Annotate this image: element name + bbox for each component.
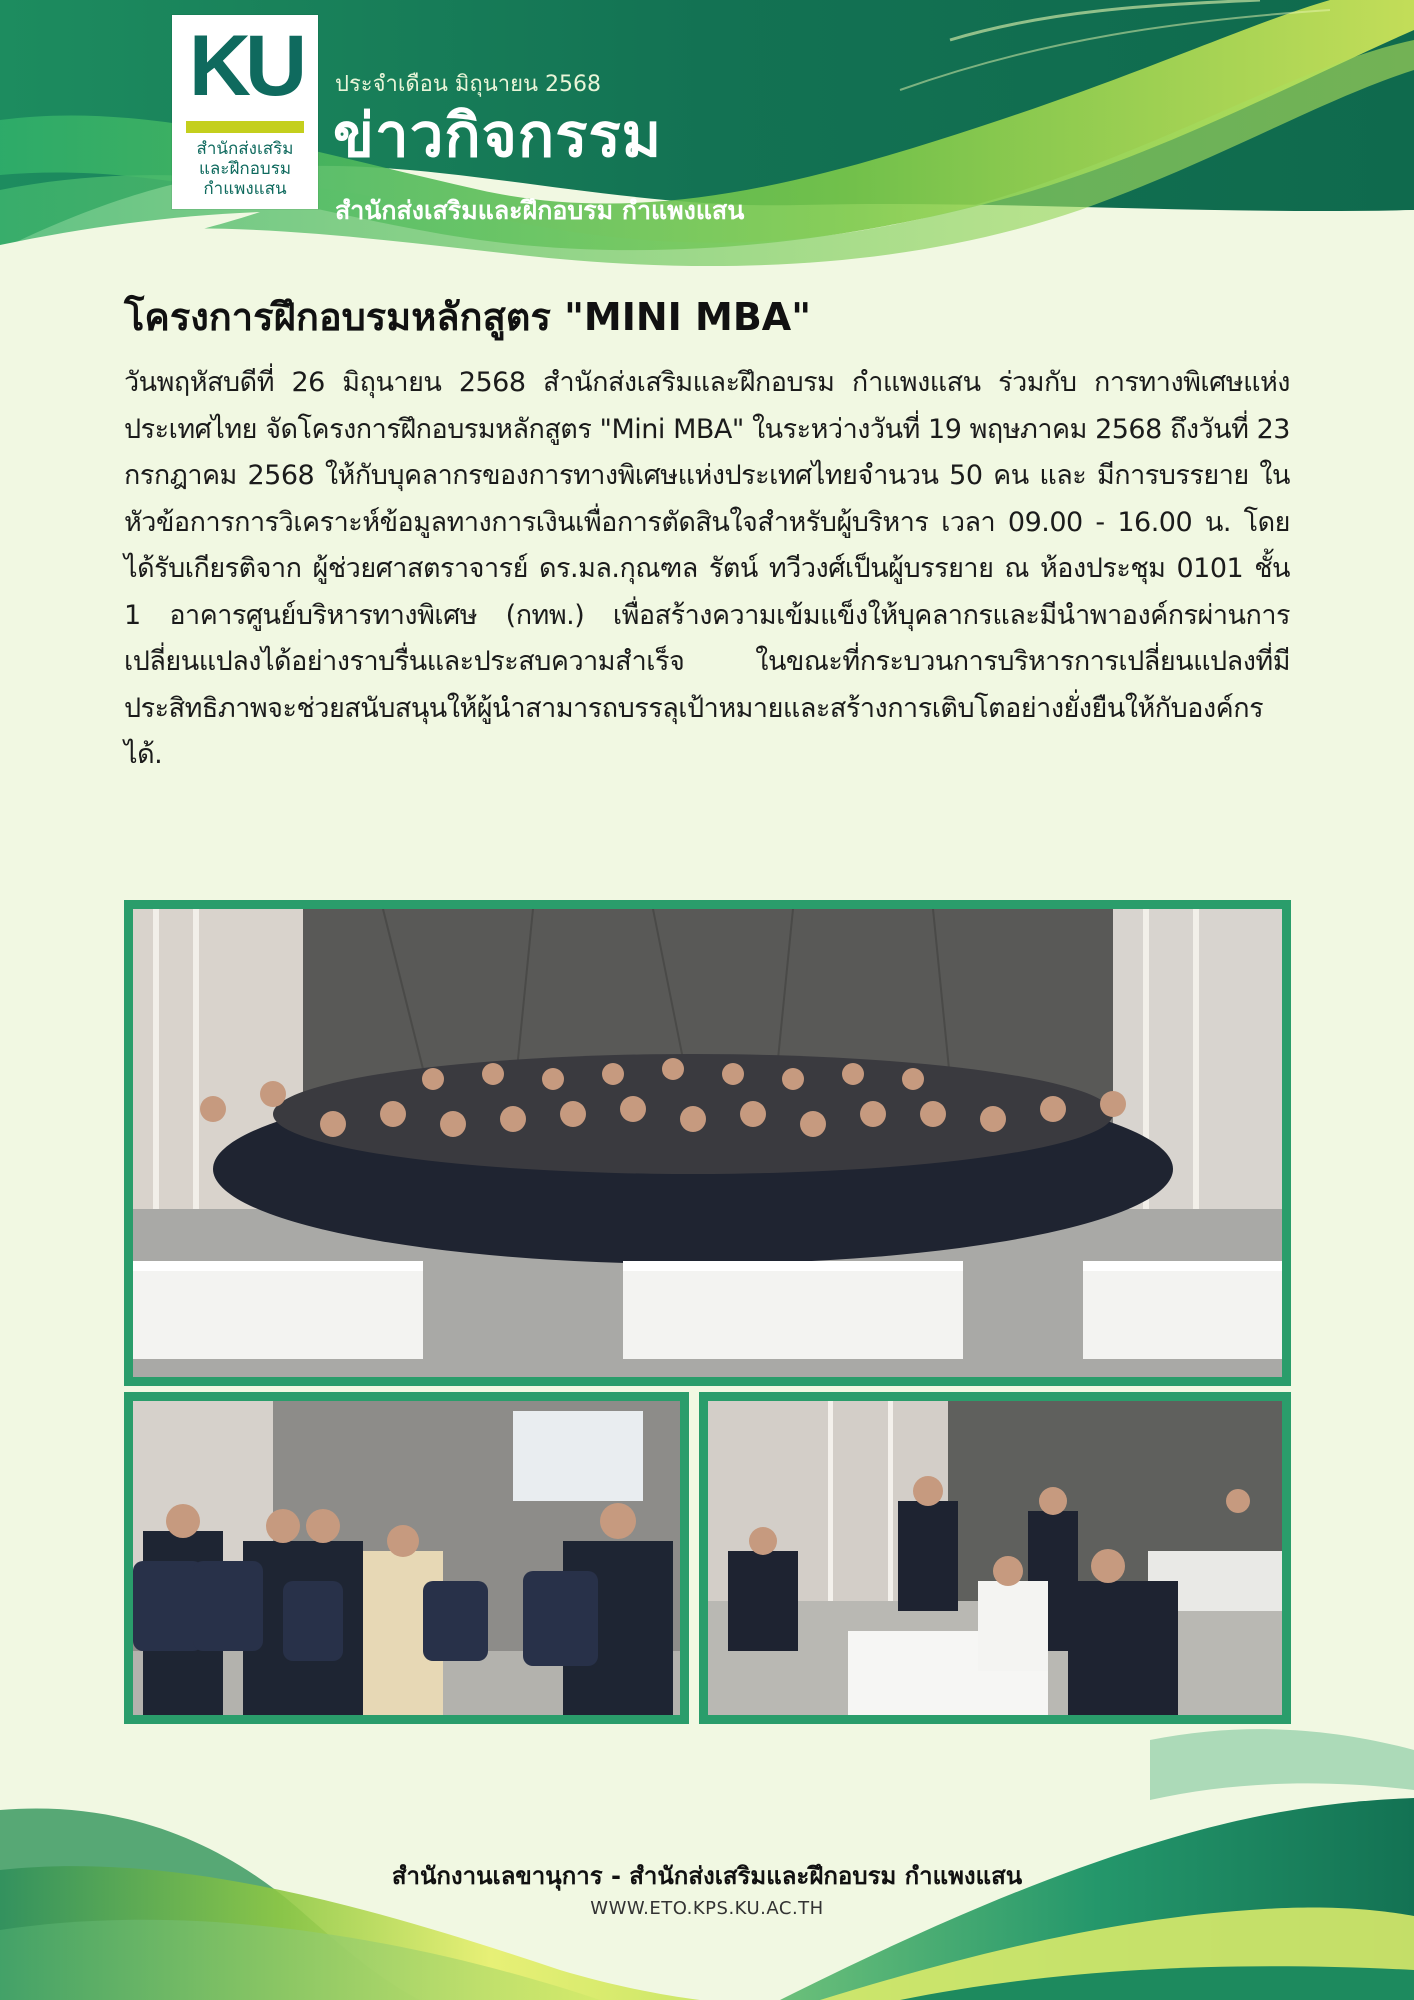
lecture-photo-image <box>708 1401 1282 1715</box>
newsletter-subtitle: สำนักส่งเสริมและฝึกอบรม กำแพงแสน <box>335 196 745 225</box>
group-photo-image <box>133 909 1282 1377</box>
logo-line-3: กำแพงแสน <box>203 179 287 199</box>
newsletter-title: ข่าวกิจกรรม <box>333 101 663 171</box>
issue-month: ประจำเดือน มิถุนายน 2568 <box>335 72 602 97</box>
lecture-photo <box>699 1392 1291 1724</box>
logo-line-2: และฝึกอบรม <box>198 159 292 179</box>
article-title: โครงการฝึกอบรมหลักสูตร "MINI MBA" <box>124 295 811 339</box>
logo-ku-mark: KU <box>188 18 302 114</box>
logo-accent-bar <box>186 121 304 133</box>
footer-office: สำนักงานเลขานุการ - สำนักส่งเสริมและฝึกอบรม กำแพงแสน <box>391 1862 1023 1890</box>
article-body: วันพฤหัสบดีที่ 26 มิถุนายน 2568 สำนักส่งเสริมและฝึกอบรม กำแพงแสน ร่วมกับ การทางพิเศษแห่งประเทศไทย จัดโครงการฝึกอบรมหลักสูตร "Mini MBA" ในระหว่างวันที่ 19 พฤษภาคม 2568 ถึงวันที่ 23 กรกฎาคม 2568 ให้กับบุคลากรของการทางพิเศษแห่งประเทศไทยจำนวน 50 คน และ มีการบรรยาย ในหัวข้อการการวิเคราะห์ข้อมูลทางการเงินเพื่อการตัดสินใจสำหรับผู้บริหาร เวลา 09.00 - 16.00 น. โดยได้รับเกียรติจาก ผู้ช่วยศาสตราจารย์ ดร.มล.กุณฑล รัตน์ ทวีวงศ์เป็นผู้บรรยาย ณ ห้องประชุม 0101 ชั้น 1 อาคารศูนย์บริหารทางพิเศษ (กทพ.) เพื่อสร้างความเข้มแข็งให้บุคลากรและมีนำพาองค์กรผ่านการเปลี่ยนแปลงได้อย่างราบรื่นและประสบความสำเร็จ ในขณะที่กระบวนการบริหารการเปลี่ยนแปลงที่มีประสิทธิภาพจะช่วยสนับสนุนให้ผู้นำสามารถบรรลุเป้าหมายและสร้างการเติบโตอย่างยั่งยืนให้กับองค์กรได้. <box>124 367 1290 770</box>
logo-line-1: สำนักส่งเสริม <box>196 139 294 159</box>
group-photo <box>124 900 1291 1386</box>
ku-logo <box>172 15 318 209</box>
gift-bags-photo <box>124 1392 689 1724</box>
gift-bags-photo-image <box>133 1401 680 1715</box>
footer-website-link[interactable]: WWW.ETO.KPS.KU.AC.TH <box>590 1898 824 1919</box>
logo-caption <box>180 139 310 199</box>
